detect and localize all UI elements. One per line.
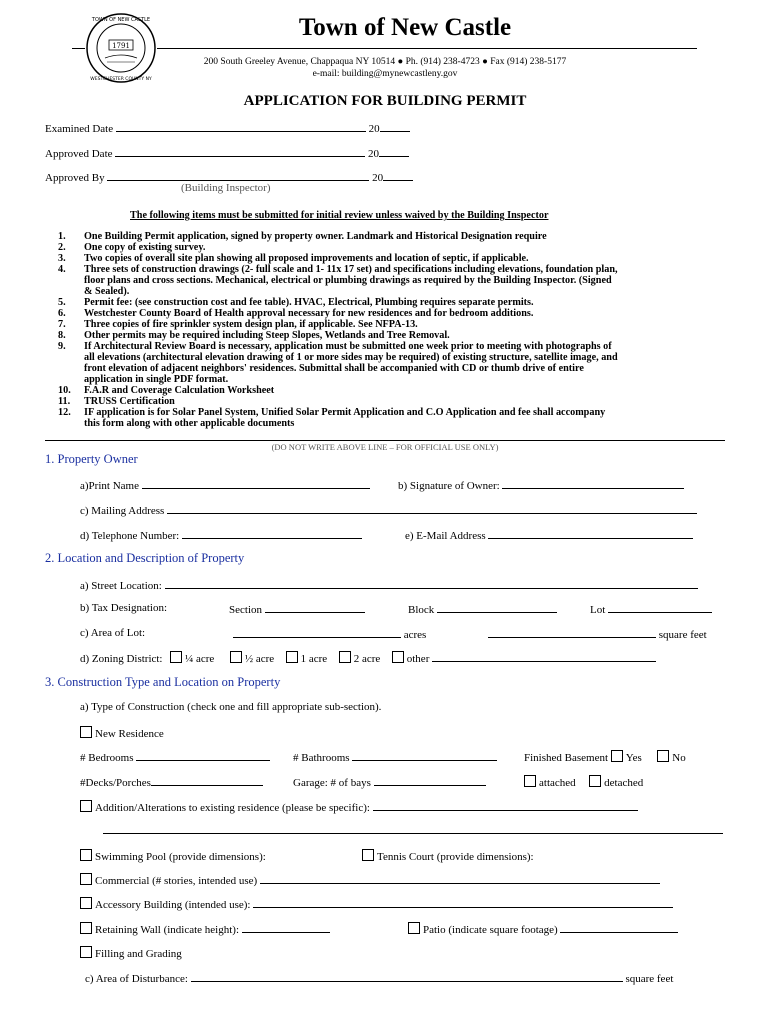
lot-row [590, 602, 712, 616]
zoning-quarter-acre-label: ¼ acre [185, 653, 215, 665]
requirement-text: One Building Permit application, signed by property owner. Landmark and Historical Designation require [84, 231, 547, 242]
patio-label: Patio (indicate square footage) [423, 924, 558, 936]
disturbance-row [85, 971, 673, 985]
area-of-lot-label: c) Area of Lot: [80, 627, 146, 639]
accessory-field[interactable] [253, 897, 673, 908]
zoning-1-acre-checkbox[interactable] [286, 651, 298, 663]
bedrooms-label: # Bedrooms [80, 752, 134, 764]
requirement-text: & Sealed). [84, 286, 130, 297]
addition-field[interactable] [373, 800, 638, 811]
bedrooms-row [80, 750, 270, 764]
street-location-label: a) Street Location: [80, 580, 162, 592]
requirement-text: application in single PDF format. [84, 374, 229, 385]
approved-by-year-prefix: 20 [372, 172, 384, 184]
garage-attached-label: attached [539, 777, 576, 789]
zoning-other-field[interactable] [432, 651, 656, 662]
owner-signature-row [398, 478, 684, 492]
lot-field[interactable] [608, 602, 712, 613]
header-rule-right [157, 48, 697, 49]
requirement-text: Permit fee: (see construction cost and fee table). HVAC, Electrical, Plumbing requires separate permits. [84, 297, 534, 308]
addition-checkbox[interactable] [80, 800, 92, 812]
zoning-quarter-acre-checkbox[interactable] [170, 651, 182, 663]
section-row [229, 602, 365, 616]
requirement-number: 8. [58, 330, 66, 341]
zoning-other-label: other [406, 653, 430, 665]
requirement-number: 9. [58, 341, 66, 352]
tennis-row [362, 849, 534, 863]
approved-by-field[interactable] [107, 170, 369, 181]
svg-text:TOWN OF NEW CASTLE: TOWN OF NEW CASTLE [91, 17, 151, 23]
requirement-number: 1. [58, 231, 66, 242]
disturbance-label: c) Area of Disturbance: [85, 973, 188, 985]
requirement-number: 5. [58, 297, 66, 308]
requirement-text: Three sets of construction drawings (2- full scale and 1- 11x 17 set) and specifications including elevations, foundation plan, [84, 264, 618, 275]
requirement-text: Three copies of fire sprinkler system design plan, if applicable. See NFPA-13. [84, 319, 418, 330]
requirement-number: 6. [58, 308, 66, 319]
svg-text:WESTCHESTER COUNTY NY: WESTCHESTER COUNTY NY [90, 77, 152, 82]
approved-year-prefix: 20 [368, 148, 380, 160]
section-3-heading: 3. Construction Type and Location on Property [45, 675, 281, 689]
telephone-field[interactable] [182, 528, 362, 539]
basement-no-label: No [672, 752, 686, 764]
decks-row [80, 775, 263, 789]
basement-no-checkbox[interactable] [657, 750, 669, 762]
pool-checkbox[interactable] [80, 849, 92, 861]
svg-text:1791: 1791 [112, 42, 130, 50]
requirement-number: 4. [58, 264, 66, 275]
garage-detached-checkbox[interactable] [589, 775, 601, 787]
commercial-row [80, 873, 660, 887]
examined-date-label: Examined Date [45, 123, 114, 135]
bedrooms-field[interactable] [136, 750, 270, 761]
approved-by-year-field[interactable] [383, 170, 413, 181]
section-label: Section [229, 604, 262, 616]
town-title: Town of New Castle [298, 14, 512, 41]
requirement-text: If Architectural Review Board is necessary, application must be submitted one week prior to meeting with photographs of [84, 341, 612, 352]
finished-basement-label: Finished Basement [524, 752, 609, 764]
zoning-district-row [80, 651, 656, 665]
approved-date-label: Approved Date [45, 148, 113, 160]
print-name-row [80, 478, 370, 492]
patio-checkbox[interactable] [408, 922, 420, 934]
garage-bays-field[interactable] [374, 775, 486, 786]
addition-row [80, 800, 638, 814]
print-name-field[interactable] [142, 478, 370, 489]
section-2-heading: 2. Location and Description of Property [45, 551, 245, 565]
square-feet-unit: square feet [658, 629, 707, 641]
zoning-district-label: d) Zoning District: [80, 653, 163, 665]
bathrooms-row [293, 750, 497, 764]
requirement-text: all elevations (architectural elevation drawing of 1 or more sides may be required) of existing structure, satellite image, and [84, 352, 618, 363]
section-field[interactable] [265, 602, 365, 613]
requirement-text: Westchester County Board of Health approval necessary for new residences and for bedroom additions. [84, 308, 534, 319]
official-use-note: (DO NOT WRITE ABOVE LINE – FOR OFFICIAL USE ONLY) [271, 442, 499, 452]
requirement-text: F.A.R and Coverage Calculation Worksheet [84, 385, 275, 396]
garage-attached-checkbox[interactable] [524, 775, 536, 787]
commercial-field[interactable] [260, 873, 660, 884]
basement-yes-label: Yes [625, 752, 642, 764]
tennis-checkbox[interactable] [362, 849, 374, 861]
mailing-address-label: c) Mailing Address [80, 505, 165, 517]
disturbance-field[interactable] [191, 971, 623, 982]
form-title: APPLICATION FOR BUILDING PERMIT [243, 93, 527, 109]
approved-year-field[interactable] [379, 146, 409, 157]
disturbance-unit: square feet [625, 973, 674, 985]
requirement-text: IF application is for Solar Panel System, Unified Solar Permit Application and C.O Application and fee shall accompany [84, 407, 606, 418]
addition-label: Addition/Alterations to existing residence (please be specific): [95, 802, 370, 814]
square-feet-row [488, 627, 707, 641]
mailing-address-field[interactable] [167, 503, 697, 514]
zoning-half-acre-label: ½ acre [244, 653, 275, 665]
section-1-heading: 1. Property Owner [45, 452, 138, 466]
filling-label: Filling and Grading [95, 948, 182, 960]
patio-field[interactable] [560, 922, 678, 933]
examined-year-prefix: 20 [368, 123, 380, 135]
decks-label: #Decks/Porches [80, 777, 151, 789]
block-label: Block [408, 604, 435, 616]
zoning-2-acre-label: 2 acre [353, 653, 381, 665]
requirement-number: 3. [58, 253, 66, 264]
addition-continuation-field[interactable] [103, 833, 723, 834]
lot-square-feet-field[interactable] [488, 627, 656, 638]
email-label: e) E-Mail Address [405, 530, 486, 542]
mailing-address-row [80, 503, 697, 517]
requirement-text: One copy of existing survey. [84, 242, 206, 253]
requirement-text: front elevation of adjacent neighbors' residences. Submittal shall be accompanied with CD or thumb drive of entire [84, 363, 584, 374]
acres-row [233, 627, 426, 641]
telephone-row [80, 528, 362, 542]
filling-checkbox[interactable] [80, 946, 92, 958]
lot-label: Lot [590, 604, 606, 616]
zoning-1-acre-label: 1 acre [300, 653, 328, 665]
requirement-text: floor plans and cross sections. Mechanical, electrical or plumbing drawings as required by the Building Inspector. (Signed [84, 275, 612, 286]
approved-date-field[interactable] [115, 146, 365, 157]
requirement-text: this form along with other applicable documents [84, 418, 295, 429]
approved-by-label: Approved By [45, 172, 105, 184]
basement-yes-checkbox[interactable] [611, 750, 623, 762]
examined-date-field[interactable] [116, 121, 366, 132]
print-name-label: a)Print Name [80, 480, 139, 492]
acres-field[interactable] [233, 627, 401, 638]
requirement-number: 12. [58, 407, 71, 418]
new-residence-row [80, 726, 164, 740]
retaining-wall-label: Retaining Wall (indicate height): [95, 924, 240, 936]
retaining-wall-field[interactable] [242, 922, 330, 933]
street-location-row [80, 578, 698, 592]
accessory-label: Accessory Building (intended use): [95, 899, 251, 911]
owner-signature-label: b) Signature of Owner: [398, 480, 500, 492]
retaining-wall-row [80, 922, 330, 936]
approved-date-row [45, 146, 409, 160]
email-field[interactable] [488, 528, 693, 539]
town-email: e-mail: building@mynewcastleny.gov [312, 69, 458, 79]
acres-unit: acres [403, 629, 427, 641]
inspector-caption: (Building Inspector) [181, 182, 271, 194]
bathrooms-label: # Bathrooms [293, 752, 350, 764]
street-location-field[interactable] [165, 578, 698, 589]
requirement-number: 7. [58, 319, 66, 330]
requirement-number: 11. [58, 396, 71, 407]
garage-detached-label: detached [604, 777, 644, 789]
filling-row [80, 946, 182, 960]
garage-type-row [524, 775, 643, 789]
requirement-number: 2. [58, 242, 66, 253]
garage-row [293, 775, 486, 789]
requirement-number: 10. [58, 385, 71, 396]
accessory-checkbox[interactable] [80, 897, 92, 909]
decks-field[interactable] [151, 775, 263, 786]
email-row [405, 528, 693, 542]
tax-designation-label: b) Tax Designation: [80, 602, 168, 614]
accessory-row [80, 897, 673, 911]
pool-label: Swimming Pool (provide dimensions): [95, 851, 266, 863]
commercial-checkbox[interactable] [80, 873, 92, 885]
finished-basement-row [524, 750, 686, 764]
pool-row [80, 849, 266, 863]
retaining-wall-checkbox[interactable] [80, 922, 92, 934]
construction-type-label: a) Type of Construction (check one and fill appropriate sub-section). [80, 701, 382, 713]
requirement-text: Two copies of overall site plan showing all proposed improvements and location of septic, if applicable. [84, 253, 529, 264]
zoning-half-acre-checkbox[interactable] [230, 651, 242, 663]
examined-date-row [45, 121, 410, 135]
town-address: 200 South Greeley Avenue, Chappaqua NY 10514 ● Ph. (914) 238-4723 ● Fax (914) 238-5177 [203, 57, 567, 67]
commercial-label: Commercial (# stories, intended use) [95, 875, 258, 887]
garage-label: Garage: # of bays [293, 777, 371, 789]
requirements-heading: The following items must be submitted for initial review unless waived by the Building Inspector [130, 210, 549, 221]
official-use-rule [45, 440, 725, 441]
telephone-label: d) Telephone Number: [80, 530, 180, 542]
requirement-text: Other permits may be required including Steep Slopes, Wetlands and Tree Removal. [84, 330, 450, 341]
requirement-text: TRUSS Certification [84, 396, 175, 407]
new-residence-checkbox[interactable] [80, 726, 92, 738]
zoning-2-acre-checkbox[interactable] [339, 651, 351, 663]
zoning-other-checkbox[interactable] [392, 651, 404, 663]
block-field[interactable] [437, 602, 557, 613]
bathrooms-field[interactable] [352, 750, 497, 761]
tennis-label: Tennis Court (provide dimensions): [377, 851, 534, 863]
new-residence-label: New Residence [95, 728, 164, 740]
block-row [408, 602, 557, 616]
examined-year-field[interactable] [380, 121, 410, 132]
header-rule-left [72, 48, 85, 49]
patio-row [408, 922, 678, 936]
owner-signature-field[interactable] [502, 478, 684, 489]
